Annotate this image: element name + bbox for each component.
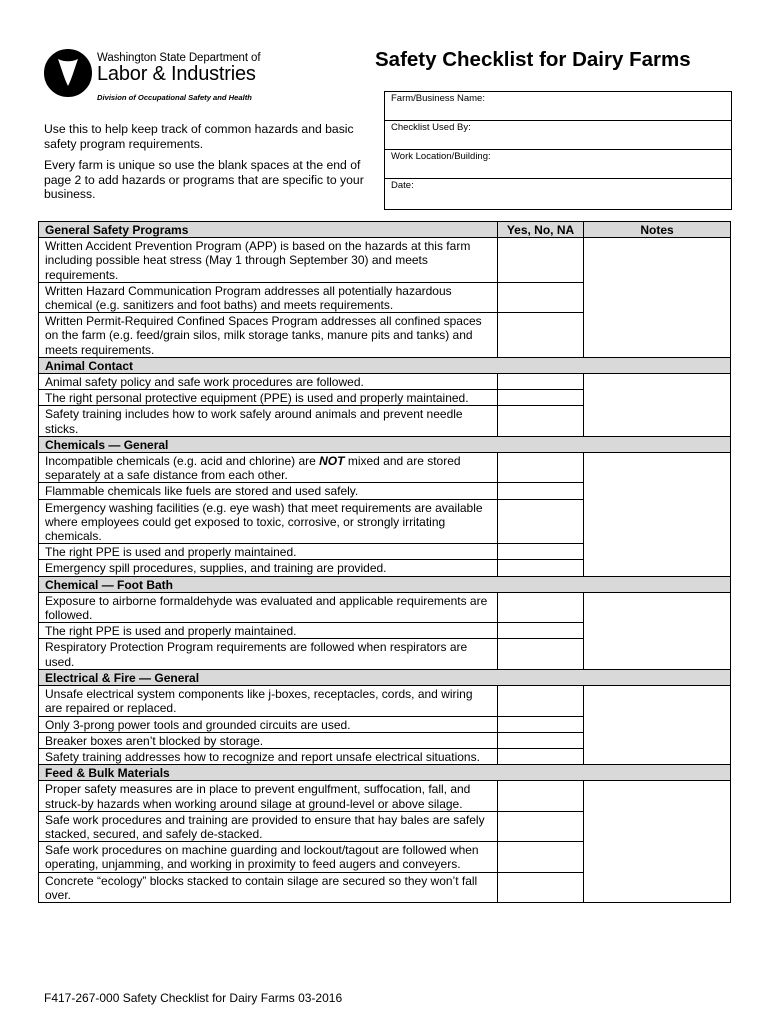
intro-paragraph-2: Every farm is unique so use the blank spaces at the end of page 2 to add hazards or programs that are specific to your business. (44, 158, 364, 201)
checklist-row (39, 374, 731, 390)
checklist-item-text: Emergency spill procedures, supplies, and training are provided. (39, 560, 498, 576)
checklist-item-text: Emergency washing facilities (e.g. eye wash) that meet requirements are available where employees could get exposed to toxic, corrosive, or strongly irritating chemicals. (39, 499, 498, 544)
checklist-item-text: Written Permit-Required Confined Spaces Program addresses all confined spaces on the farm (e.g. feed/grain silos, milk storage tanks, manure pits and tanks) and meets requirements. (39, 313, 498, 358)
org-line-2: Labor & Industries (97, 63, 256, 85)
yes-no-na-cell[interactable] (498, 592, 584, 622)
yes-no-na-cell[interactable] (498, 282, 584, 312)
section-header-row (39, 436, 731, 452)
yes-no-na-cell[interactable] (498, 560, 584, 576)
yes-no-na-cell[interactable] (498, 238, 584, 283)
yes-no-na-cell[interactable] (498, 748, 584, 764)
farm-name-field[interactable]: Farm/Business Name: (385, 92, 731, 121)
checklist-item-text: Respiratory Protection Program requirements are followed when respirators are used. (39, 639, 498, 669)
page-title: Safety Checklist for Dairy Farms (375, 48, 691, 71)
checklist-table (38, 221, 731, 903)
checklist-item-text: Written Accident Prevention Program (APP) is based on the hazards at this farm including possible heat stress (May 1 through September 30) and meets requirements. (39, 238, 498, 283)
checklist-item-text: Safety training includes how to work safely around animals and prevent needle sticks. (39, 406, 498, 436)
work-location-field[interactable]: Work Location/Building: (385, 150, 731, 179)
info-fields-box (384, 91, 732, 210)
notes-cell[interactable] (584, 781, 731, 903)
yes-no-na-cell[interactable] (498, 499, 584, 544)
intro-text (44, 122, 380, 209)
checklist-item-text: Flammable chemicals like fuels are stored and used safely. (39, 483, 498, 499)
checklist-item-text: Safe work procedures on machine guarding and lockout/tagout are followed when operating, unjamming, and working in proximity to feed augers and conveyers. (39, 842, 498, 872)
yes-no-na-cell[interactable] (498, 732, 584, 748)
section-header-row (39, 576, 731, 592)
section-header-row (39, 357, 731, 373)
checklist-item-text: The right personal protective equipment (PPE) is used and properly maintained. (39, 390, 498, 406)
checklist-item-text: Written Hazard Communication Program addresses all potentially hazardous chemical (e.g. sanitizers and foot baths) and meets requirements. (39, 282, 498, 312)
yes-no-na-cell[interactable] (498, 686, 584, 716)
yes-no-na-cell[interactable] (498, 781, 584, 811)
checklist-item-text (39, 453, 498, 483)
date-field[interactable]: Date: (391, 180, 414, 191)
checklist-item-text: Exposure to airborne formaldehyde was evaluated and applicable requirements are followed. (39, 592, 498, 622)
section-header-row (39, 669, 731, 685)
checklist-item-text: Animal safety policy and safe work procedures are followed. (39, 374, 498, 390)
notes-cell[interactable] (584, 453, 731, 577)
notes-cell[interactable] (584, 238, 731, 358)
notes-cell[interactable] (584, 374, 731, 437)
org-line-1: Washington State Department of (97, 52, 261, 64)
section-title: Chemicals — General (39, 436, 731, 452)
section-header-row (39, 222, 731, 238)
notes-cell[interactable] (584, 686, 731, 765)
notes-column-header: Notes (584, 222, 731, 238)
checklist-item-text: Concrete “ecology” blocks stacked to contain silage are secured so they won’t fall over. (39, 872, 498, 902)
yes-no-na-cell[interactable] (498, 406, 584, 436)
notes-cell[interactable] (584, 592, 731, 669)
checklist-item-text: Safety training addresses how to recognize and report unsafe electrical situations. (39, 748, 498, 764)
yes-no-na-cell[interactable] (498, 453, 584, 483)
yes-no-na-cell[interactable] (498, 390, 584, 406)
checklist-item-text: Proper safety measures are in place to prevent engulfment, suffocation, fall, and struck-by hazards when working around silage at ground-level or above silage. (39, 781, 498, 811)
yes-no-na-cell[interactable] (498, 623, 584, 639)
agency-logo (44, 46, 274, 108)
section-title: Chemical — Foot Bath (39, 576, 731, 592)
section-title: Electrical & Fire — General (39, 669, 731, 685)
yes-no-na-cell[interactable] (498, 716, 584, 732)
checklist-item-text: Breaker boxes aren’t blocked by storage. (39, 732, 498, 748)
yes-no-na-cell[interactable] (498, 313, 584, 358)
yes-no-na-cell[interactable] (498, 811, 584, 841)
checklist-item-text: Safe work procedures and training are provided to ensure that hay bales are safely stacked, secured, and safely de-stacked. (39, 811, 498, 841)
checklist-item-text: Only 3-prong power tools and grounded circuits are used. (39, 716, 498, 732)
checklist-item-text: The right PPE is used and properly maintained. (39, 544, 498, 560)
yes-no-na-cell[interactable] (498, 872, 584, 902)
checklist-item-text: Unsafe electrical system components like j-boxes, receptacles, cords, and wiring are repaired or replaced. (39, 686, 498, 716)
intro-paragraph-1: Use this to help keep track of common hazards and basic safety program requirements. (44, 122, 354, 151)
form-footer: F417-267-000 Safety Checklist for Dairy Farms 03-2016 (44, 991, 343, 1005)
yes-no-na-cell[interactable] (498, 544, 584, 560)
used-by-field[interactable]: Checklist Used By: (385, 121, 731, 150)
checklist-row (39, 238, 731, 283)
yes-no-na-cell[interactable] (498, 374, 584, 390)
emphasis-text: NOT (319, 454, 345, 469)
item-text-part: mixed and are stored separately at a safe distance from each other. (45, 454, 461, 483)
checklist-row (39, 453, 731, 483)
checklist-row (39, 592, 731, 622)
item-text-part: Incompatible chemicals (e.g. acid and chlorine) are (45, 454, 320, 469)
agency-logo-icon (44, 46, 92, 100)
yes-no-na-cell[interactable] (498, 483, 584, 499)
checklist-row (39, 686, 731, 716)
yes-no-na-cell[interactable] (498, 842, 584, 872)
checklist-row (39, 781, 731, 811)
checklist-item-text: The right PPE is used and properly maintained. (39, 623, 498, 639)
section-title: Animal Contact (39, 357, 731, 373)
yes-no-na-cell[interactable] (498, 639, 584, 669)
section-header-row (39, 765, 731, 781)
section-title: Feed & Bulk Materials (39, 765, 731, 781)
yes-no-na-column-header: Yes, No, NA (498, 222, 584, 238)
division-name: Division of Occupational Safety and Health (97, 93, 252, 102)
section-title: General Safety Programs (39, 222, 498, 238)
